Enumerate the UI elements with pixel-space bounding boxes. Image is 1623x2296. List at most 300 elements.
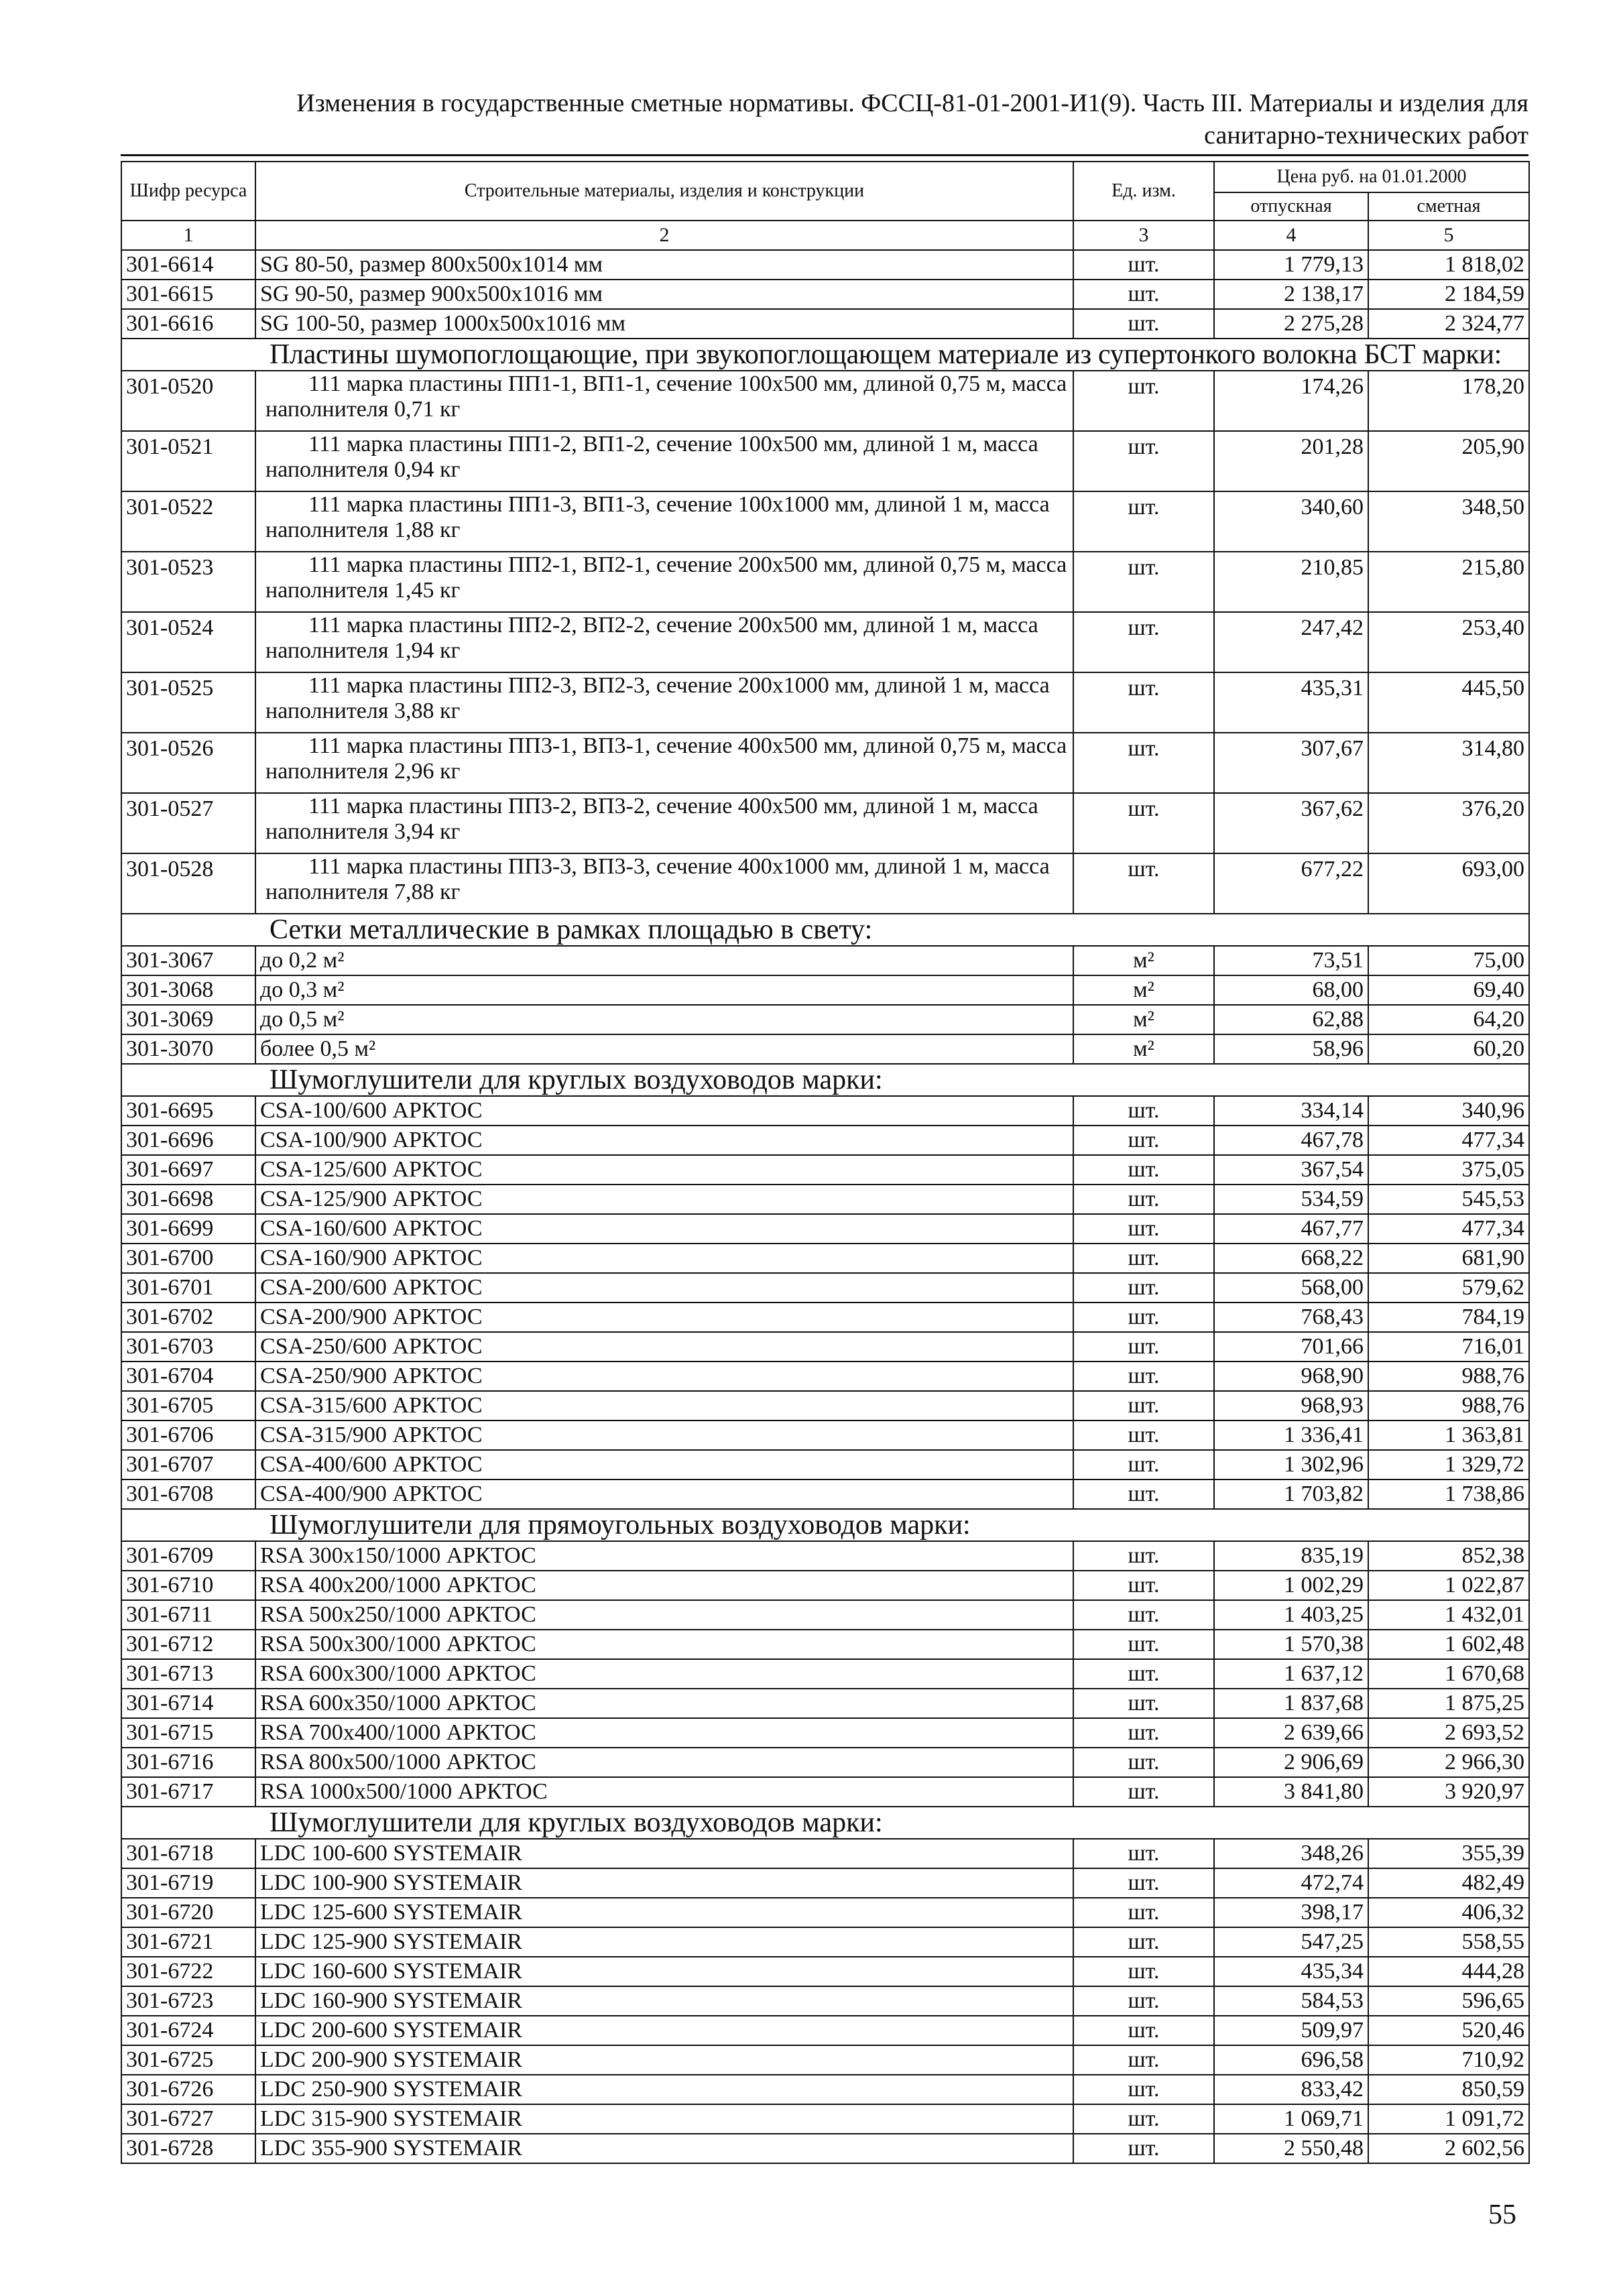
unit-cell: шт. bbox=[1073, 1362, 1214, 1391]
resource-name: LDC 250-900 SYSTEMAIR bbox=[255, 2075, 1073, 2104]
table-row bbox=[121, 1839, 1529, 1868]
resource-name: LDC 200-600 SYSTEMAIR bbox=[255, 2016, 1073, 2045]
estimate-price: 348,50 bbox=[1368, 491, 1529, 552]
release-price: 568,00 bbox=[1214, 1273, 1368, 1303]
column-number: 5 bbox=[1368, 221, 1529, 250]
column-number: 4 bbox=[1214, 221, 1368, 250]
resource-code: 301-6616 bbox=[121, 309, 255, 339]
release-price: 534,59 bbox=[1214, 1185, 1368, 1214]
unit-cell: шт. bbox=[1073, 1689, 1214, 1718]
resource-name: RSA 600x300/1000 АРКТОС bbox=[255, 1659, 1073, 1689]
table-row bbox=[121, 1868, 1529, 1898]
release-price: 367,62 bbox=[1214, 793, 1368, 853]
unit-cell: шт. bbox=[1073, 1214, 1214, 1244]
estimate-price: 1 875,25 bbox=[1368, 1689, 1529, 1718]
release-price: 2 275,28 bbox=[1214, 309, 1368, 339]
resource-name: до 0,3 м² bbox=[255, 975, 1073, 1005]
resource-code: 301-6701 bbox=[121, 1273, 255, 1303]
resource-code: 301-0527 bbox=[121, 793, 255, 853]
release-price: 668,22 bbox=[1214, 1244, 1368, 1273]
estimate-price: 1 091,72 bbox=[1368, 2104, 1529, 2134]
estimate-price: 253,40 bbox=[1368, 612, 1529, 672]
release-price: 584,53 bbox=[1214, 1986, 1368, 2016]
unit-cell: м² bbox=[1073, 1005, 1214, 1034]
estimate-price: 681,90 bbox=[1368, 1244, 1529, 1273]
section-header bbox=[121, 1064, 1529, 1096]
section-header bbox=[121, 339, 1529, 371]
table-row bbox=[121, 1600, 1529, 1630]
resource-name: RSA 600x350/1000 АРКТОС bbox=[255, 1689, 1073, 1718]
estimate-price: 850,59 bbox=[1368, 2075, 1529, 2104]
resource-code: 301-6710 bbox=[121, 1571, 255, 1600]
estimate-price: 1 818,02 bbox=[1368, 250, 1529, 280]
resource-code: 301-6726 bbox=[121, 2075, 255, 2104]
release-price: 1 779,13 bbox=[1214, 250, 1368, 280]
table-row bbox=[121, 1185, 1529, 1214]
estimate-price: 75,00 bbox=[1368, 946, 1529, 975]
release-price: 1 637,12 bbox=[1214, 1659, 1368, 1689]
resource-code: 301-6711 bbox=[121, 1600, 255, 1630]
estimate-price: 596,65 bbox=[1368, 1986, 1529, 2016]
price-table bbox=[121, 161, 1530, 2164]
resource-name: LDC 125-900 SYSTEMAIR bbox=[255, 1927, 1073, 1957]
table-row bbox=[121, 1986, 1529, 2016]
table-row bbox=[121, 1898, 1529, 1927]
estimate-price: 444,28 bbox=[1368, 1957, 1529, 1986]
unit-cell: м² bbox=[1073, 1034, 1214, 1064]
estimate-price: 558,55 bbox=[1368, 1927, 1529, 1957]
resource-name: LDC 100-600 SYSTEMAIR bbox=[255, 1839, 1073, 1868]
resource-code: 301-6713 bbox=[121, 1659, 255, 1689]
resource-name: RSA 500x250/1000 АРКТОС bbox=[255, 1600, 1073, 1630]
release-price: 435,34 bbox=[1214, 1957, 1368, 1986]
estimate-price: 1 602,48 bbox=[1368, 1630, 1529, 1659]
resource-code: 301-6714 bbox=[121, 1689, 255, 1718]
release-price: 73,51 bbox=[1214, 946, 1368, 975]
unit-cell: шт. bbox=[1073, 853, 1214, 914]
release-price: 1 069,71 bbox=[1214, 2104, 1368, 2134]
resource-code: 301-6702 bbox=[121, 1303, 255, 1332]
header-name: Строительные материалы, изделия и конструкции bbox=[255, 162, 1073, 221]
section-header bbox=[121, 1807, 1529, 1839]
header-rule bbox=[121, 154, 1528, 156]
release-price: 1 703,82 bbox=[1214, 1479, 1368, 1509]
table-row bbox=[121, 1571, 1529, 1600]
table-row bbox=[121, 1630, 1529, 1659]
estimate-price: 710,92 bbox=[1368, 2045, 1529, 2075]
estimate-price: 784,19 bbox=[1368, 1303, 1529, 1332]
estimate-price: 1 329,72 bbox=[1368, 1450, 1529, 1479]
estimate-price: 545,53 bbox=[1368, 1185, 1529, 1214]
resource-name: RSA 800x500/1000 АРКТОС bbox=[255, 1748, 1073, 1777]
section-title: Шумоглушители для круглых воздуховодов марки: bbox=[121, 1064, 1529, 1096]
resource-code: 301-6720 bbox=[121, 1898, 255, 1927]
release-price: 1 002,29 bbox=[1214, 1571, 1368, 1600]
resource-code: 301-6615 bbox=[121, 280, 255, 309]
release-price: 835,19 bbox=[1214, 1541, 1368, 1571]
unit-cell: шт. bbox=[1073, 250, 1214, 280]
resource-name: CSA-250/900 АРКТОС bbox=[255, 1362, 1073, 1391]
resource-code: 301-6718 bbox=[121, 1839, 255, 1868]
page-number: 55 bbox=[1488, 2199, 1516, 2230]
release-price: 509,97 bbox=[1214, 2016, 1368, 2045]
resource-name: 111 марка пластины ПП3-1, ВП3-1, сечение 400x500 мм, длиной 0,75 м, масса наполнителя 2,96 кг bbox=[255, 733, 1073, 793]
estimate-price: 2 324,77 bbox=[1368, 309, 1529, 339]
estimate-price: 314,80 bbox=[1368, 733, 1529, 793]
release-price: 2 550,48 bbox=[1214, 2134, 1368, 2163]
resource-code: 301-6715 bbox=[121, 1718, 255, 1748]
release-price: 210,85 bbox=[1214, 552, 1368, 612]
unit-cell: шт. bbox=[1073, 1332, 1214, 1362]
unit-cell: шт. bbox=[1073, 1839, 1214, 1868]
table-row bbox=[121, 1927, 1529, 1957]
unit-cell: шт. bbox=[1073, 1659, 1214, 1689]
resource-name: LDC 100-900 SYSTEMAIR bbox=[255, 1868, 1073, 1898]
unit-cell: шт. bbox=[1073, 2045, 1214, 2075]
unit-cell: шт. bbox=[1073, 491, 1214, 552]
release-price: 398,17 bbox=[1214, 1898, 1368, 1927]
resource-name: RSA 700x400/1000 АРКТОС bbox=[255, 1718, 1073, 1748]
release-price: 2 138,17 bbox=[1214, 280, 1368, 309]
resource-name: 111 марка пластины ПП2-2, ВП2-2, сечение 200x500 мм, длиной 1 м, масса наполнителя 1,94 кг bbox=[255, 612, 1073, 672]
estimate-price: 2 602,56 bbox=[1368, 2134, 1529, 2163]
release-price: 174,26 bbox=[1214, 371, 1368, 431]
unit-cell: шт. bbox=[1073, 2134, 1214, 2163]
unit-cell: шт. bbox=[1073, 1986, 1214, 2016]
estimate-price: 579,62 bbox=[1368, 1273, 1529, 1303]
release-price: 62,88 bbox=[1214, 1005, 1368, 1034]
table-row bbox=[121, 1244, 1529, 1273]
resource-code: 301-6705 bbox=[121, 1391, 255, 1421]
resource-code: 301-6698 bbox=[121, 1185, 255, 1214]
header-title: Изменения в государственные сметные нормативы. ФССЦ-81-01-2001-И1(9). Часть III. Материалы и изделия для bbox=[296, 89, 1528, 117]
resource-code: 301-6696 bbox=[121, 1126, 255, 1155]
estimate-price: 477,34 bbox=[1368, 1214, 1529, 1244]
resource-name: RSA 300x150/1000 АРКТОС bbox=[255, 1541, 1073, 1571]
release-price: 1 302,96 bbox=[1214, 1450, 1368, 1479]
resource-name: CSA-100/600 АРКТОС bbox=[255, 1096, 1073, 1126]
table-row bbox=[121, 1659, 1529, 1689]
unit-cell: шт. bbox=[1073, 1391, 1214, 1421]
table-row bbox=[121, 1748, 1529, 1777]
unit-cell: шт. bbox=[1073, 1898, 1214, 1927]
unit-cell: шт. bbox=[1073, 1718, 1214, 1748]
resource-name: более 0,5 м² bbox=[255, 1034, 1073, 1064]
release-price: 701,66 bbox=[1214, 1332, 1368, 1362]
page-header bbox=[121, 87, 1528, 152]
resource-code: 301-6697 bbox=[121, 1155, 255, 1185]
release-price: 2 639,66 bbox=[1214, 1718, 1368, 1748]
estimate-price: 445,50 bbox=[1368, 672, 1529, 733]
unit-cell: шт. bbox=[1073, 552, 1214, 612]
resource-code: 301-6709 bbox=[121, 1541, 255, 1571]
release-price: 435,31 bbox=[1214, 672, 1368, 733]
unit-cell: шт. bbox=[1073, 672, 1214, 733]
resource-name: 111 марка пластины ПП1-1, ВП1-1, сечение 100x500 мм, длиной 0,75 м, масса наполнителя 0,71 кг bbox=[255, 371, 1073, 431]
estimate-price: 477,34 bbox=[1368, 1126, 1529, 1155]
table-row bbox=[121, 1273, 1529, 1303]
resource-name: 111 марка пластины ПП3-2, ВП3-2, сечение 400x500 мм, длиной 1 м, масса наполнителя 3,94 кг bbox=[255, 793, 1073, 853]
resource-name: LDC 315-900 SYSTEMAIR bbox=[255, 2104, 1073, 2134]
resource-code: 301-0525 bbox=[121, 672, 255, 733]
resource-name: LDC 200-900 SYSTEMAIR bbox=[255, 2045, 1073, 2075]
unit-cell: шт. bbox=[1073, 1303, 1214, 1332]
table-row bbox=[121, 1362, 1529, 1391]
header-code: Шифр ресурса bbox=[121, 162, 255, 221]
table-row bbox=[121, 1034, 1529, 1064]
resource-code: 301-3067 bbox=[121, 946, 255, 975]
unit-cell: шт. bbox=[1073, 1748, 1214, 1777]
table-row bbox=[121, 1391, 1529, 1421]
table-row bbox=[121, 733, 1529, 793]
resource-code: 301-6703 bbox=[121, 1332, 255, 1362]
unit-cell: шт. bbox=[1073, 2016, 1214, 2045]
section-title: Пластины шумопоглощающие, при звукопоглощающем материале из супертонкого волокна БСТ марки: bbox=[121, 339, 1529, 371]
resource-name: LDC 160-900 SYSTEMAIR bbox=[255, 1986, 1073, 2016]
table-row bbox=[121, 672, 1529, 733]
resource-name: RSA 1000x500/1000 АРКТОС bbox=[255, 1777, 1073, 1807]
table-row bbox=[121, 1332, 1529, 1362]
resource-code: 301-6719 bbox=[121, 1868, 255, 1898]
unit-cell: шт. bbox=[1073, 1244, 1214, 1273]
estimate-price: 2 693,52 bbox=[1368, 1718, 1529, 1748]
table-row bbox=[121, 1718, 1529, 1748]
release-price: 696,58 bbox=[1214, 2045, 1368, 2075]
estimate-price: 482,49 bbox=[1368, 1868, 1529, 1898]
estimate-price: 1 363,81 bbox=[1368, 1421, 1529, 1450]
section-header bbox=[121, 1509, 1529, 1541]
release-price: 472,74 bbox=[1214, 1868, 1368, 1898]
unit-cell: шт. bbox=[1073, 793, 1214, 853]
resource-code: 301-6728 bbox=[121, 2134, 255, 2163]
resource-name: CSA-100/900 АРКТОС bbox=[255, 1126, 1073, 1155]
resource-code: 301-6699 bbox=[121, 1214, 255, 1244]
unit-cell: шт. bbox=[1073, 2075, 1214, 2104]
release-price: 677,22 bbox=[1214, 853, 1368, 914]
estimate-price: 178,20 bbox=[1368, 371, 1529, 431]
resource-code: 301-6695 bbox=[121, 1096, 255, 1126]
estimate-price: 3 920,97 bbox=[1368, 1777, 1529, 1807]
table-row bbox=[121, 431, 1529, 491]
release-price: 3 841,80 bbox=[1214, 1777, 1368, 1807]
table-row bbox=[121, 1421, 1529, 1450]
unit-cell: шт. bbox=[1073, 1450, 1214, 1479]
unit-cell: шт. bbox=[1073, 1630, 1214, 1659]
table-row bbox=[121, 250, 1529, 280]
unit-cell: шт. bbox=[1073, 371, 1214, 431]
table-row bbox=[121, 491, 1529, 552]
resource-code: 301-0520 bbox=[121, 371, 255, 431]
unit-cell: м² bbox=[1073, 975, 1214, 1005]
resource-code: 301-6712 bbox=[121, 1630, 255, 1659]
header-release-price: отпускная bbox=[1214, 192, 1368, 221]
table-row bbox=[121, 2134, 1529, 2163]
resource-code: 301-6722 bbox=[121, 1957, 255, 1986]
release-price: 467,78 bbox=[1214, 1126, 1368, 1155]
resource-code: 301-0523 bbox=[121, 552, 255, 612]
table-row bbox=[121, 2016, 1529, 2045]
estimate-price: 355,39 bbox=[1368, 1839, 1529, 1868]
resource-name: LDC 355-900 SYSTEMAIR bbox=[255, 2134, 1073, 2163]
estimate-price: 375,05 bbox=[1368, 1155, 1529, 1185]
estimate-price: 205,90 bbox=[1368, 431, 1529, 491]
resource-name: CSA-400/600 АРКТОС bbox=[255, 1450, 1073, 1479]
unit-cell: шт. bbox=[1073, 2104, 1214, 2134]
resource-code: 301-3069 bbox=[121, 1005, 255, 1034]
unit-cell: шт. bbox=[1073, 1273, 1214, 1303]
table-row bbox=[121, 1541, 1529, 1571]
resource-code: 301-6706 bbox=[121, 1421, 255, 1450]
column-number: 3 bbox=[1073, 221, 1214, 250]
estimate-price: 60,20 bbox=[1368, 1034, 1529, 1064]
resource-code: 301-6727 bbox=[121, 2104, 255, 2134]
resource-code: 301-3068 bbox=[121, 975, 255, 1005]
resource-code: 301-0524 bbox=[121, 612, 255, 672]
table-row bbox=[121, 946, 1529, 975]
release-price: 334,14 bbox=[1214, 1096, 1368, 1126]
estimate-price: 852,38 bbox=[1368, 1541, 1529, 1571]
estimate-price: 1 738,86 bbox=[1368, 1479, 1529, 1509]
resource-code: 301-6723 bbox=[121, 1986, 255, 2016]
header-estimate-price: сметная bbox=[1368, 192, 1529, 221]
resource-name: CSA-125/900 АРКТОС bbox=[255, 1185, 1073, 1214]
unit-cell: шт. bbox=[1073, 1571, 1214, 1600]
section-title: Сетки металлические в рамках площадью в свету: bbox=[121, 914, 1529, 946]
table-row bbox=[121, 1005, 1529, 1034]
table-row bbox=[121, 853, 1529, 914]
release-price: 348,26 bbox=[1214, 1839, 1368, 1868]
release-price: 68,00 bbox=[1214, 975, 1368, 1005]
unit-cell: шт. bbox=[1073, 1600, 1214, 1630]
table-row bbox=[121, 793, 1529, 853]
unit-cell: шт. bbox=[1073, 1868, 1214, 1898]
unit-cell: шт. bbox=[1073, 612, 1214, 672]
estimate-price: 1 022,87 bbox=[1368, 1571, 1529, 1600]
table-row bbox=[121, 1689, 1529, 1718]
estimate-price: 2 966,30 bbox=[1368, 1748, 1529, 1777]
release-price: 547,25 bbox=[1214, 1927, 1368, 1957]
table-row bbox=[121, 1303, 1529, 1332]
release-price: 58,96 bbox=[1214, 1034, 1368, 1064]
resource-code: 301-0528 bbox=[121, 853, 255, 914]
unit-cell: шт. bbox=[1073, 1155, 1214, 1185]
table-row bbox=[121, 309, 1529, 339]
resource-name: SG 100-50, размер 1000x500x1016 мм bbox=[255, 309, 1073, 339]
header-subtitle: санитарно-технических работ bbox=[1204, 121, 1528, 149]
unit-cell: шт. bbox=[1073, 1777, 1214, 1807]
resource-code: 301-6724 bbox=[121, 2016, 255, 2045]
table-row bbox=[121, 280, 1529, 309]
release-price: 2 906,69 bbox=[1214, 1748, 1368, 1777]
unit-cell: шт. bbox=[1073, 309, 1214, 339]
resource-code: 301-6708 bbox=[121, 1479, 255, 1509]
release-price: 1 336,41 bbox=[1214, 1421, 1368, 1450]
resource-code: 301-6704 bbox=[121, 1362, 255, 1391]
table-row bbox=[121, 552, 1529, 612]
table-row bbox=[121, 1126, 1529, 1155]
unit-cell: шт. bbox=[1073, 1479, 1214, 1509]
release-price: 340,60 bbox=[1214, 491, 1368, 552]
estimate-price: 376,20 bbox=[1368, 793, 1529, 853]
release-price: 833,42 bbox=[1214, 2075, 1368, 2104]
release-price: 247,42 bbox=[1214, 612, 1368, 672]
resource-name: RSA 400x200/1000 АРКТОС bbox=[255, 1571, 1073, 1600]
section-title: Шумоглушители для прямоугольных воздуховодов марки: bbox=[121, 1509, 1529, 1541]
estimate-price: 520,46 bbox=[1368, 2016, 1529, 2045]
release-price: 307,67 bbox=[1214, 733, 1368, 793]
unit-cell: шт. bbox=[1073, 1126, 1214, 1155]
table-row bbox=[121, 612, 1529, 672]
estimate-price: 215,80 bbox=[1368, 552, 1529, 612]
table-row bbox=[121, 371, 1529, 431]
release-price: 768,43 bbox=[1214, 1303, 1368, 1332]
header-unit: Ед. изм. bbox=[1073, 162, 1214, 221]
resource-name: RSA 500x300/1000 АРКТОС bbox=[255, 1630, 1073, 1659]
estimate-price: 988,76 bbox=[1368, 1362, 1529, 1391]
unit-cell: шт. bbox=[1073, 1096, 1214, 1126]
unit-cell: шт. bbox=[1073, 733, 1214, 793]
resource-name: LDC 160-600 SYSTEMAIR bbox=[255, 1957, 1073, 1986]
release-price: 1 403,25 bbox=[1214, 1600, 1368, 1630]
estimate-price: 716,01 bbox=[1368, 1332, 1529, 1362]
unit-cell: шт. bbox=[1073, 1541, 1214, 1571]
resource-name: SG 90-50, размер 900x500x1016 мм bbox=[255, 280, 1073, 309]
section-title: Шумоглушители для круглых воздуховодов марки: bbox=[121, 1807, 1529, 1839]
estimate-price: 64,20 bbox=[1368, 1005, 1529, 1034]
resource-name: CSA-200/600 АРКТОС bbox=[255, 1273, 1073, 1303]
resource-name: 111 марка пластины ПП2-1, ВП2-1, сечение 200x500 мм, длиной 0,75 м, масса наполнителя 1,45 кг bbox=[255, 552, 1073, 612]
resource-name: CSA-315/900 АРКТОС bbox=[255, 1421, 1073, 1450]
resource-code: 301-6721 bbox=[121, 1927, 255, 1957]
resource-code: 301-3070 bbox=[121, 1034, 255, 1064]
table-row bbox=[121, 975, 1529, 1005]
unit-cell: шт. bbox=[1073, 280, 1214, 309]
resource-name: CSA-250/600 АРКТОС bbox=[255, 1332, 1073, 1362]
unit-cell: шт. bbox=[1073, 1421, 1214, 1450]
table-body bbox=[121, 250, 1529, 2163]
estimate-price: 2 184,59 bbox=[1368, 280, 1529, 309]
resource-name: 111 марка пластины ПП2-3, ВП2-3, сечение 200x1000 мм, длиной 1 м, масса наполнителя 3,88 кг bbox=[255, 672, 1073, 733]
column-number: 1 bbox=[121, 221, 255, 250]
estimate-price: 988,76 bbox=[1368, 1391, 1529, 1421]
estimate-price: 406,32 bbox=[1368, 1898, 1529, 1927]
estimate-price: 69,40 bbox=[1368, 975, 1529, 1005]
resource-code: 301-0521 bbox=[121, 431, 255, 491]
unit-cell: м² bbox=[1073, 946, 1214, 975]
resource-code: 301-0522 bbox=[121, 491, 255, 552]
table-row bbox=[121, 1450, 1529, 1479]
section-header bbox=[121, 914, 1529, 946]
resource-name: 111 марка пластины ПП3-3, ВП3-3, сечение 400x1000 мм, длиной 1 м, масса наполнителя 7,88 кг bbox=[255, 853, 1073, 914]
resource-name: 111 марка пластины ПП1-2, ВП1-2, сечение 100x500 мм, длиной 1 м, масса наполнителя 0,94 кг bbox=[255, 431, 1073, 491]
column-number: 2 bbox=[255, 221, 1073, 250]
table-row bbox=[121, 1777, 1529, 1807]
table-row bbox=[121, 1957, 1529, 1986]
estimate-price: 693,00 bbox=[1368, 853, 1529, 914]
resource-name: LDC 125-600 SYSTEMAIR bbox=[255, 1898, 1073, 1927]
resource-code: 301-6614 bbox=[121, 250, 255, 280]
resource-code: 301-6707 bbox=[121, 1450, 255, 1479]
resource-name: SG 80-50, размер 800x500x1014 мм bbox=[255, 250, 1073, 280]
table-row bbox=[121, 2104, 1529, 2134]
resource-code: 301-6700 bbox=[121, 1244, 255, 1273]
unit-cell: шт. bbox=[1073, 1927, 1214, 1957]
unit-cell: шт. bbox=[1073, 1185, 1214, 1214]
release-price: 201,28 bbox=[1214, 431, 1368, 491]
resource-name: 111 марка пластины ПП1-3, ВП1-3, сечение 100x1000 мм, длиной 1 м, масса наполнителя 1,88 кг bbox=[255, 491, 1073, 552]
resource-name: до 0,2 м² bbox=[255, 946, 1073, 975]
table-row bbox=[121, 1155, 1529, 1185]
